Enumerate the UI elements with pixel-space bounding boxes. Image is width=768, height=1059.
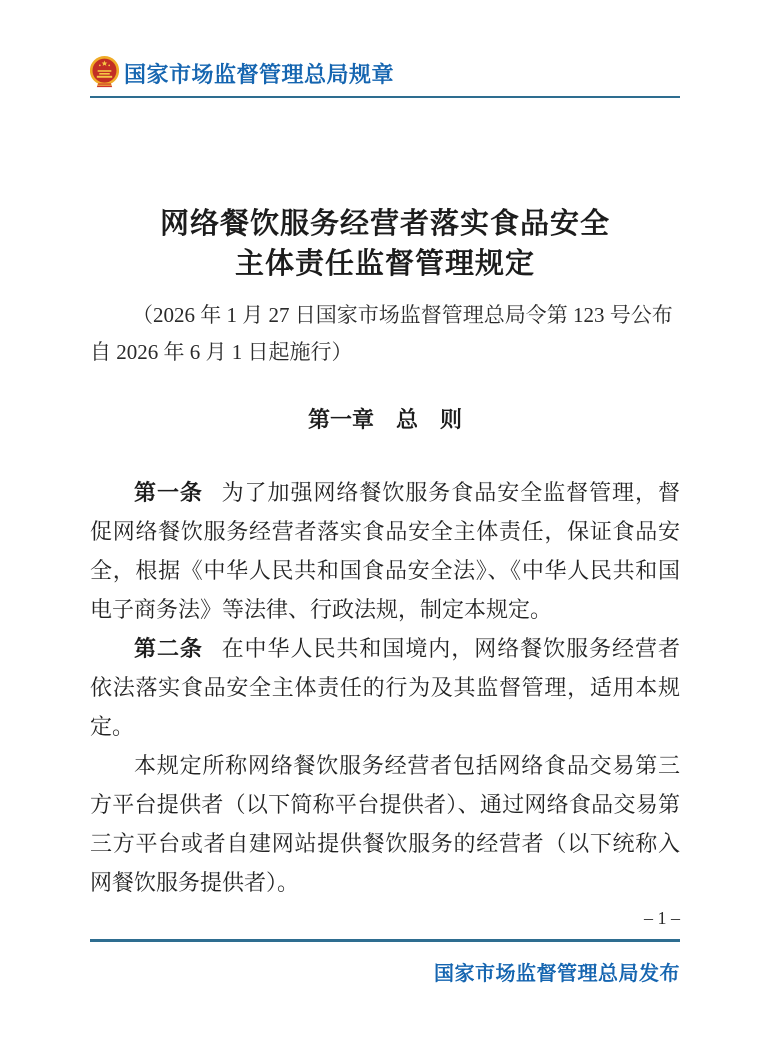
paragraph-lead: 第一条 — [134, 480, 203, 505]
title-line-2: 主体责任监督管理规定 — [234, 248, 535, 280]
issuance-line-1: （2026 年 1 月 27 日国家市场监督管理总局令第 123 号公布 — [132, 303, 673, 327]
header-divider — [90, 96, 680, 98]
page-header — [90, 55, 680, 98]
body-paragraphs — [90, 473, 680, 905]
footer-divider — [90, 939, 680, 942]
page-number: – 1 – — [644, 908, 680, 928]
body-paragraph — [90, 473, 680, 629]
chapter-heading: 第一章 总 则 — [307, 407, 462, 432]
body-paragraph — [90, 902, 680, 905]
page-footer — [90, 906, 680, 986]
title-line-1: 网络餐饮服务经营者落实食品安全 — [159, 208, 610, 240]
document-main — [90, 204, 680, 905]
body-paragraph — [90, 629, 680, 746]
masthead-title: 国家市场监督管理总局规章 — [124, 61, 395, 87]
masthead — [90, 55, 680, 91]
body-paragraph — [90, 746, 680, 902]
paragraph-text: 在中华人民共和国境内，网络餐饮服务经营者依法落实食品安全主体责任的行为及其监督管理，适用本规定。 — [90, 636, 680, 739]
document-title — [90, 204, 680, 284]
issuance-line-2: 自 2026 年 6 月 1 日起施行） — [90, 340, 353, 364]
publisher-label: 国家市场监督管理总局发布 — [434, 963, 680, 985]
national-emblem-icon — [90, 56, 119, 90]
paragraph-text: 为了加强网络餐饮服务食品安全监督管理，督促网络餐饮服务经营者落实食品安全主体责任，保证食品安全，根据《中华人民共和国食品安全法》、《中华人民共和国电子商务法》等法律、行政法规，制定本规定。 — [90, 480, 680, 622]
issuance-note — [90, 297, 680, 371]
paragraph-text: 本规定所称网络餐饮服务经营者包括网络食品交易第三方平台提供者（以下简称平台提供者）、通过网络食品交易第三方平台或者自建网站提供餐饮服务的经营者（以下统称入网餐饮服务提供者）。 — [90, 753, 680, 895]
paragraph-lead: 第二条 — [134, 636, 203, 661]
